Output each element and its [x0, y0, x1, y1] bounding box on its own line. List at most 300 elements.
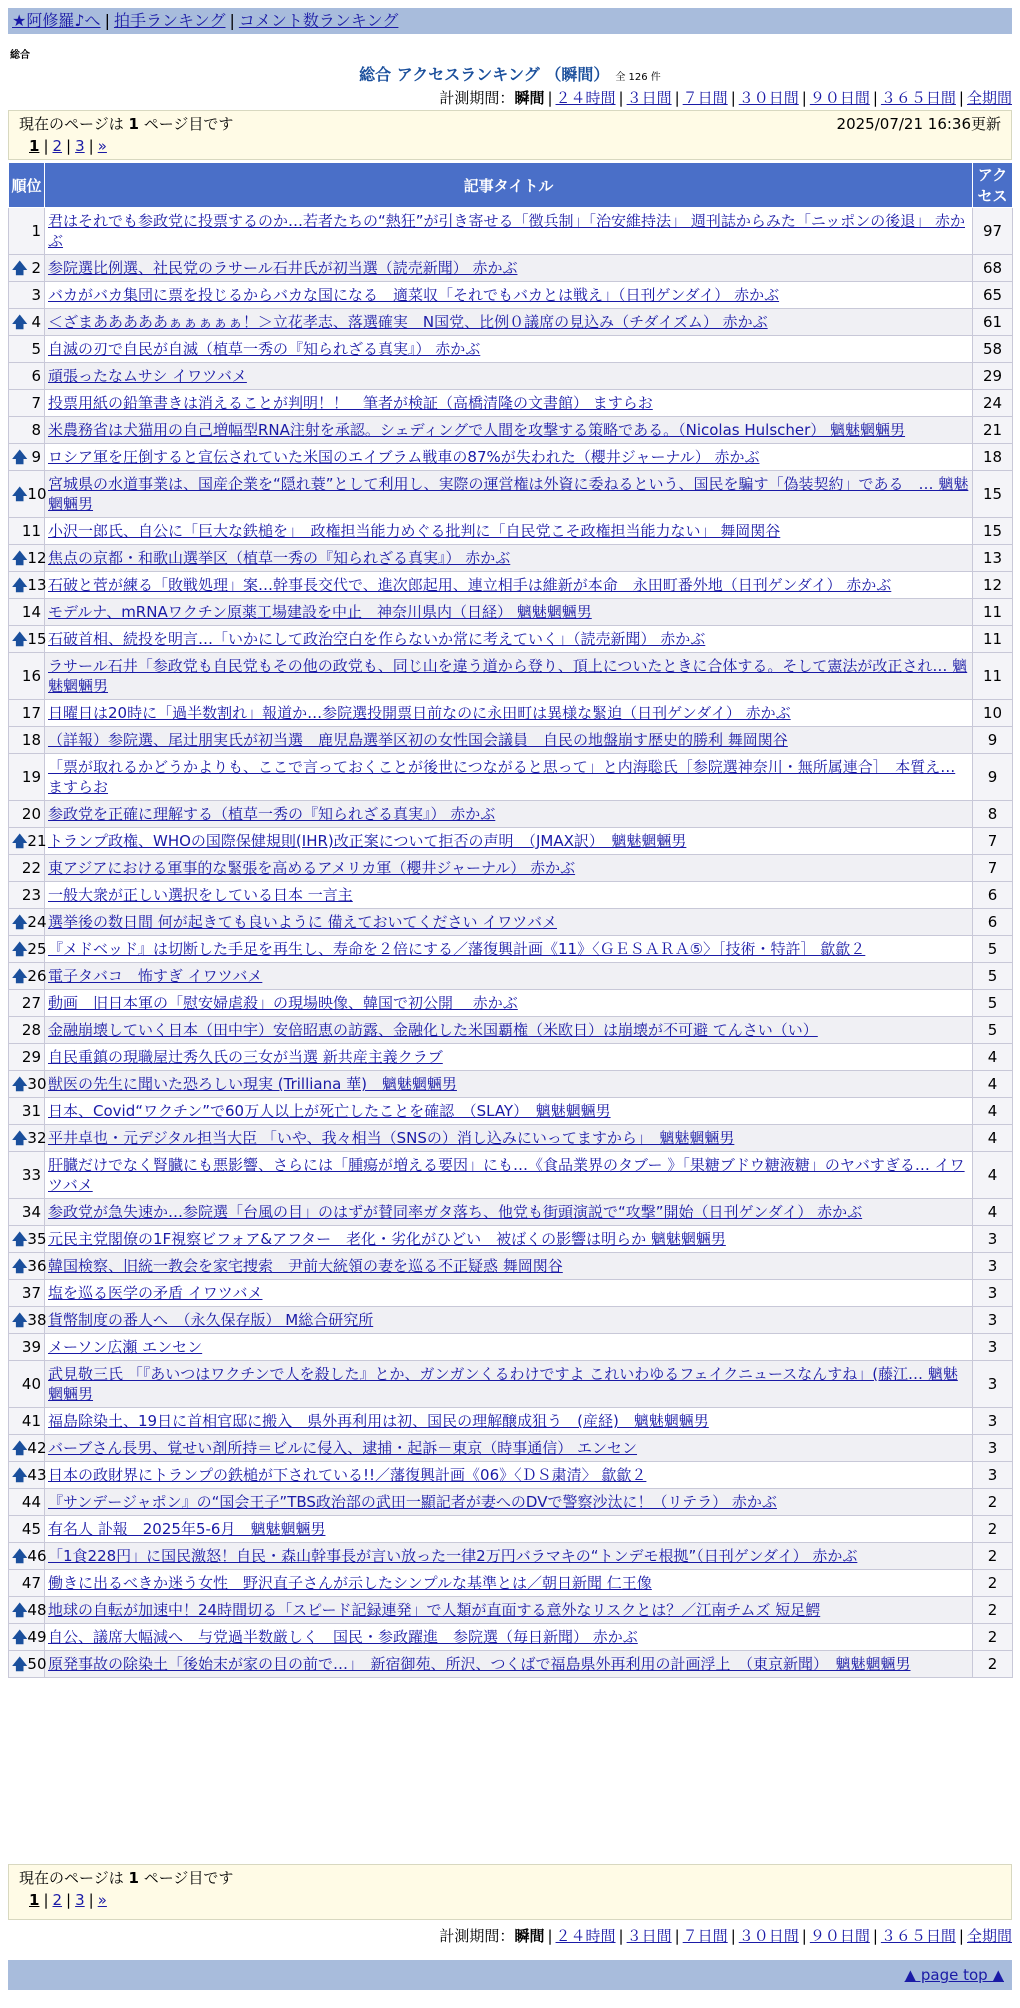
article-title-link[interactable]: 自滅の刃で自民が自滅（植草一秀の『知られざる真実』） 赤かぶ [48, 340, 481, 358]
rank-cell [9, 801, 45, 828]
table-row [9, 545, 1013, 572]
rank-cell [9, 363, 45, 390]
article-title-link[interactable]: 日曜日は20時に「過半数割れ」報道か…参院選投開票日前なのに永田町は異様な緊迫（日刊ゲンダイ） 赤かぶ [48, 704, 791, 722]
access-count: 2 [973, 1597, 1013, 1624]
title-cell [45, 855, 973, 882]
title-cell [45, 1570, 973, 1597]
comment-ranking-link[interactable]: コメント数ランキング [238, 11, 399, 30]
separator: | [730, 1927, 736, 1945]
rank-number: 32 [27, 1129, 47, 1147]
table-row [9, 1624, 1013, 1651]
rank-cell [9, 936, 45, 963]
rank-cell [9, 518, 45, 545]
rank-cell [9, 653, 45, 700]
rank-number: 10 [27, 485, 47, 503]
table-row [9, 1307, 1013, 1334]
access-count: 4 [973, 1044, 1013, 1071]
table-row [9, 626, 1013, 653]
rank-cell [9, 1597, 45, 1624]
rank-number: 17 [21, 704, 41, 722]
page-status [19, 113, 233, 135]
page-status [19, 1867, 233, 1889]
rank-cell [9, 1152, 45, 1199]
rank-number: 33 [21, 1166, 41, 1184]
period-option-link[interactable]: ９０日間 [809, 1927, 870, 1945]
rank-number: 16 [21, 667, 41, 685]
table-row [9, 471, 1013, 518]
table-row [9, 255, 1013, 282]
separator: | [801, 89, 807, 107]
separator: | [872, 1927, 878, 1945]
ranking-table [8, 162, 1013, 1678]
access-count: 15 [973, 471, 1013, 518]
rank-cell [9, 1408, 45, 1435]
clap-ranking-link[interactable]: 拍手ランキング [113, 11, 226, 30]
article-title-link[interactable]: 自公、議席大幅減へ 与党過半数厳しく 国民・参政躍進 参院選（毎日新聞） 赤かぶ [48, 1628, 638, 1646]
page-status-suffix: ページ目です [138, 1869, 234, 1887]
title-cell [45, 572, 973, 599]
rank-cell [9, 545, 45, 572]
article-title-link[interactable]: 投票用紙の鉛筆書きは消えることが判明！！ 筆者が検証（高橋清隆の文書館） ますらお [48, 394, 653, 412]
table-row [9, 208, 1013, 255]
rank-number: 7 [31, 394, 41, 412]
article-title-link[interactable]: モデルナ、mRNAワクチン原薬工場建設を中止 神奈川県内（日経） 魑魅魍魎男 [48, 603, 592, 621]
table-row [9, 1199, 1013, 1226]
period-option-link[interactable]: ２４時間 [555, 89, 616, 107]
rank-up-arrow-icon: 🡅 [12, 940, 28, 958]
rank-number: 48 [27, 1601, 47, 1619]
table-row [9, 1253, 1013, 1280]
title-cell [45, 1098, 973, 1125]
article-title-link[interactable]: （詳報）参院選、尾辻朋実氏が初当選 鹿児島選挙区初の女性国会議員 自民の地盤崩す歴史的勝利 舞岡関谷 [48, 731, 788, 749]
pager-bottom [8, 1864, 1012, 1920]
period-option-link[interactable]: ９０日間 [809, 89, 870, 107]
separator: | [730, 89, 736, 107]
table-row [9, 653, 1013, 700]
rank-up-arrow-icon: 🡅 [12, 1075, 28, 1093]
rank-cell [9, 471, 45, 518]
title-cell [45, 363, 973, 390]
rank-cell [9, 599, 45, 626]
access-count: 61 [973, 309, 1013, 336]
rank-number: 50 [27, 1655, 47, 1673]
separator: | [66, 1891, 72, 1909]
access-count: 2 [973, 1651, 1013, 1678]
table-row [9, 882, 1013, 909]
table-row [9, 572, 1013, 599]
page-title-text: 総合 アクセスランキング （瞬間） [359, 65, 610, 84]
period-option-link[interactable]: ７日間 [682, 89, 728, 107]
article-title-link[interactable]: 平井卓也・元デジタル担当大臣 「いや、我々相当（SNSの）消し込みにいってますから」 魑魅魍魎男 [48, 1129, 735, 1147]
separator: | [618, 1927, 624, 1945]
title-cell [45, 1152, 973, 1199]
period-option-link[interactable]: ３日間 [626, 1927, 672, 1945]
article-title-link[interactable]: 元民主党閣僚の1F視察ビフォア&アフター 老化・劣化がひどい 被ばくの影響は明らか 魑魅魍魎男 [48, 1230, 726, 1248]
rank-cell [9, 1017, 45, 1044]
rank-cell [9, 572, 45, 599]
access-count: 3 [973, 1361, 1013, 1408]
table-row [9, 1044, 1013, 1071]
access-count: 4 [973, 1098, 1013, 1125]
rank-up-arrow-icon: 🡅 [12, 630, 28, 648]
table-row [9, 1543, 1013, 1570]
rank-up-arrow-icon: 🡅 [12, 1547, 28, 1565]
article-title-link[interactable]: 福島除染土、19日に首相官邸に搬入 県外再利用は初、国民の理解醸成狙う (産経) 魑魅魍魎男 [48, 1412, 709, 1430]
rank-number: 20 [21, 805, 41, 823]
rank-number: 22 [21, 859, 41, 877]
title-cell [45, 1361, 973, 1408]
table-row [9, 417, 1013, 444]
access-count: 5 [973, 963, 1013, 990]
title-cell [45, 1516, 973, 1543]
page-title [8, 62, 1012, 85]
separator: | [674, 1927, 680, 1945]
scope-label: 総合 [10, 50, 30, 61]
title-cell [45, 1125, 973, 1152]
article-title-link[interactable]: 米農務省は犬猫用の自己増幅型RNA注射を承認。シェディングで人間を攻撃する策略である。（Nicolas Hulscher） 魑魅魍魎男 [48, 421, 906, 439]
rank-cell [9, 1044, 45, 1071]
access-count: 7 [973, 828, 1013, 855]
rank-up-arrow-icon: 🡅 [12, 832, 28, 850]
article-title-link[interactable]: 石破首相、続投を明言…「いかにして政治空白を作らないか常に考えていく」（読売新聞） 赤かぶ [48, 630, 706, 648]
rank-up-arrow-icon: 🡅 [12, 1129, 28, 1147]
period-option-link[interactable]: ３０日間 [738, 89, 799, 107]
title-cell [45, 336, 973, 363]
article-title-link[interactable]: ＜ざまあああああぁぁぁぁぁ！＞立花孝志、落選確実 N国党、比例０議席の見込み（チダイズム） 赤かぶ [48, 313, 768, 331]
article-title-link[interactable]: 地球の自転が加速中！24時間切る「スピード記録連発」で人類が直面する意外なリスクとは？／江南チムズ 短足鰐 [48, 1601, 821, 1619]
pager-top [8, 110, 1012, 160]
access-count: 3 [973, 1408, 1013, 1435]
pager-status-row [19, 113, 1001, 135]
access-count: 29 [973, 363, 1013, 390]
page-link[interactable]: 3 [75, 137, 85, 155]
title-cell [45, 754, 973, 801]
period-option-link[interactable]: ３日間 [626, 89, 672, 107]
access-count: 65 [973, 282, 1013, 309]
title-cell [45, 727, 973, 754]
home-link[interactable]: ★阿修羅♪へ [12, 11, 101, 30]
title-cell [45, 909, 973, 936]
title-cell [45, 653, 973, 700]
article-title-link[interactable]: 塩を巡る医学の矛盾 イワツバメ [48, 1284, 263, 1302]
rank-cell [9, 336, 45, 363]
title-cell [45, 882, 973, 909]
article-title-link[interactable]: 武見敬三氏 「『あいつはワクチンで人を殺した』とか、ガンガンくるわけですよ これいわゆるフェイクニュースなんすね」(藤江… 魑魅魍魎男 [48, 1365, 958, 1403]
rank-number: 27 [21, 994, 41, 1012]
article-title-link[interactable]: 日本の政財界にトランプの鉄槌が下されている!!／藩復興計画《06》〈ＤＳ粛清〉 歙歙２ [48, 1466, 647, 1484]
article-title-link[interactable]: 選挙後の数日間 何が起きても良いように 備えておいてください イワツバメ [48, 913, 558, 931]
separator: | [88, 137, 94, 155]
period-option-link[interactable]: 全期間 [966, 89, 1012, 107]
page-status-number: 1 [128, 1869, 139, 1887]
access-count: 3 [973, 1226, 1013, 1253]
table-row [9, 754, 1013, 801]
access-count: 5 [973, 1017, 1013, 1044]
title-cell [45, 1307, 973, 1334]
rank-cell [9, 963, 45, 990]
table-row [9, 1651, 1013, 1678]
title-cell [45, 801, 973, 828]
table-row [9, 1334, 1013, 1361]
period-selector-bottom [8, 1924, 1012, 1948]
title-cell [45, 1017, 973, 1044]
article-title-link[interactable]: 焦点の京都・和歌山選挙区（植草一秀の『知られざる真実』） 赤かぶ [48, 549, 511, 567]
article-title-link[interactable]: 参政党が急失速か…参院選「台風の目」のはずが賛同率ガタ落ち、他党も街頭演説で“攻撃”開始（日刊ゲンダイ） 赤かぶ [48, 1203, 863, 1221]
title-cell [45, 1071, 973, 1098]
rank-number: 12 [27, 549, 47, 567]
article-title-link[interactable]: 韓国検察、旧統一教会を家宅捜索 尹前大統領の妻を巡る不正疑惑 舞岡関谷 [48, 1257, 563, 1275]
rank-up-arrow-icon: 🡅 [12, 259, 28, 277]
rank-number: 37 [21, 1284, 41, 1302]
rank-up-arrow-icon: 🡅 [12, 313, 28, 331]
rank-number: 2 [31, 259, 41, 277]
access-count: 18 [973, 444, 1013, 471]
article-title-link[interactable]: 電子タバコ 怖すぎ イワツバメ [48, 967, 263, 985]
title-cell [45, 1408, 973, 1435]
rank-number: 5 [31, 340, 41, 358]
title-cell [45, 990, 973, 1017]
access-count: 4 [973, 1071, 1013, 1098]
rank-cell [9, 1435, 45, 1462]
separator: | [547, 89, 553, 107]
separator: | [547, 1927, 553, 1945]
rank-number: 25 [27, 940, 47, 958]
title-cell [45, 599, 973, 626]
article-title-link[interactable]: 石破と菅が練る「敗戦処理」案…幹事長交代で、進次郎起用、連立相手は維新が本命 永田町番外地（日刊ゲンダイ） 赤かぶ [48, 576, 892, 594]
article-title-link[interactable]: ロシア軍を圧倒すると宣伝されていた米国のエイブラム戦車の87%が失われた（櫻井ジャーナル） 赤かぶ [48, 448, 760, 466]
rank-number: 29 [21, 1048, 41, 1066]
rank-number: 39 [21, 1338, 41, 1356]
page-current: 1 [29, 1891, 40, 1909]
period-option-link[interactable]: 全期間 [966, 1927, 1012, 1945]
rank-number: 30 [27, 1075, 47, 1093]
article-title-link[interactable]: 参政党を正確に理解する（植草一秀の『知られざる真実』） 赤かぶ [48, 805, 496, 823]
table-row [9, 1071, 1013, 1098]
rank-cell [9, 417, 45, 444]
access-count: 5 [973, 990, 1013, 1017]
page-top-link[interactable]: ▲ page top ▲ [904, 1966, 1004, 1984]
rank-cell [9, 1651, 45, 1678]
article-title-link[interactable]: 小沢一郎氏、自公に「巨大な鉄槌を」 政権担当能力めぐる批判に「自民党こそ政権担当能力ない」 舞岡関谷 [48, 522, 781, 540]
table-row [9, 1125, 1013, 1152]
title-cell [45, 1597, 973, 1624]
article-title-link[interactable]: 『メドベッド』は切断した手足を再生し、寿命を２倍にする／藩復興計画《11》〈ＧＥＳＡＲＡ⑤〉［技術・特許］ 歙歙２ [48, 940, 866, 958]
article-title-link[interactable]: 頑張ったなムサシ イワツバメ [48, 367, 247, 385]
table-row [9, 1570, 1013, 1597]
title-cell [45, 1280, 973, 1307]
pager-status-row [19, 1867, 1001, 1889]
article-title-link[interactable]: トランプ政権、WHOの国際保健規則(IHR)改正案について拒否の声明 （JMAX訳） 魑魅魍魎男 [48, 832, 687, 850]
rank-cell [9, 255, 45, 282]
access-count: 9 [973, 727, 1013, 754]
separator: | [66, 137, 72, 155]
article-title-link[interactable]: 貨幣制度の番人へ （永久保存版） M総合研究所 [48, 1311, 374, 1329]
period-option-link[interactable]: ３６５日間 [880, 1927, 956, 1945]
title-cell [45, 1543, 973, 1570]
rank-number: 23 [21, 886, 41, 904]
title-cell [45, 208, 973, 255]
access-count: 3 [973, 1253, 1013, 1280]
rank-cell [9, 208, 45, 255]
access-count: 12 [973, 572, 1013, 599]
table-row [9, 727, 1013, 754]
article-title-link[interactable]: 動画 旧日本軍の「慰安婦虐殺」の現場映像、韓国で初公開 赤かぶ [48, 994, 518, 1012]
rank-number: 41 [21, 1412, 41, 1430]
title-cell [45, 444, 973, 471]
title-cell [45, 1253, 973, 1280]
period-option-link[interactable]: ２４時間 [555, 1927, 616, 1945]
table-row [9, 801, 1013, 828]
rank-number: 4 [31, 313, 41, 331]
rank-cell [9, 882, 45, 909]
separator: | [229, 11, 235, 30]
article-title-link[interactable]: 肝臓だけでなく腎臓にも悪影響、さらには「腫瘍が増える要因」にも…《食品業界のタブー 》「果糖ブドウ糖液糖」のヤバすぎる… イワツバメ [48, 1156, 965, 1194]
rank-cell [9, 390, 45, 417]
next-page-link[interactable]: » [97, 137, 107, 155]
rank-number: 44 [21, 1493, 41, 1511]
rank-up-arrow-icon: 🡅 [12, 549, 28, 567]
access-count: 11 [973, 653, 1013, 700]
rank-cell [9, 1334, 45, 1361]
separator: | [88, 1891, 94, 1909]
separator: | [674, 89, 680, 107]
title-cell [45, 936, 973, 963]
access-count: 15 [973, 518, 1013, 545]
article-title-link[interactable]: 獣医の先生に聞いた恐ろしい現実 (Trilliana 華) 魑魅魍魎男 [48, 1075, 457, 1093]
period-current: 瞬間 [514, 1927, 545, 1945]
article-title-link[interactable]: メーソン広瀬 エンセン [48, 1338, 203, 1356]
access-count: 24 [973, 390, 1013, 417]
article-title-link[interactable]: 働きに出るべきか迷う女性 野沢直子さんが示したシンプルな基準とは／朝日新聞 仁王像 [48, 1574, 652, 1592]
title-cell [45, 255, 973, 282]
rank-up-arrow-icon: 🡅 [12, 576, 28, 594]
rank-cell [9, 909, 45, 936]
rank-cell [9, 1361, 45, 1408]
rank-cell [9, 1199, 45, 1226]
access-count: 3 [973, 1334, 1013, 1361]
rank-cell [9, 1543, 45, 1570]
article-title-link[interactable]: 『サンデージャポン』の“国会王子”TBS政治部の武田一顯記者が妻へのDVで警察沙汰に！（リテラ） 赤かぶ [48, 1493, 777, 1511]
title-cell [45, 390, 973, 417]
title-cell [45, 417, 973, 444]
rank-cell [9, 700, 45, 727]
rank-cell [9, 1280, 45, 1307]
access-count: 5 [973, 936, 1013, 963]
table-row [9, 518, 1013, 545]
table-row [9, 363, 1013, 390]
separator: | [958, 89, 964, 107]
article-title-link[interactable]: 宮城県の水道事業は、国産企業を“隠れ蓑”として利用し、実際の運営権は外資に委ねるという、国民を騙す「偽装契約」である … 魑魅魍魎男 [48, 475, 969, 513]
article-title-link[interactable]: バカがバカ集団に票を投じるからバカな国になる 適菜収「それでもバカとは戦え」（日刊ゲンダイ） 赤かぶ [48, 286, 780, 304]
next-page-link[interactable]: » [97, 1891, 107, 1909]
rank-up-arrow-icon: 🡅 [12, 1230, 28, 1248]
title-cell [45, 1199, 973, 1226]
title-cell [45, 1226, 973, 1253]
title-cell [45, 309, 973, 336]
access-count: 97 [973, 208, 1013, 255]
access-count: 2 [973, 1543, 1013, 1570]
title-cell [45, 518, 973, 545]
article-title-link[interactable]: 君はそれでも参政党に投票するのか…若者たちの“熱狂”が引き寄せる「徴兵制」「治安維持法」 週刊誌からみた「ニッポンの後退」 赤かぶ [48, 212, 965, 250]
rank-up-arrow-icon: 🡅 [12, 1466, 28, 1484]
period-option-link[interactable]: ７日間 [682, 1927, 728, 1945]
rank-up-arrow-icon: 🡅 [12, 967, 28, 985]
article-title-link[interactable]: 金融崩壊していく日本（田中宇）安倍昭恵の訪露、金融化した米国覇権（米欧日）は崩壊が不可避 てんさい（い） [48, 1021, 818, 1039]
title-cell [45, 545, 973, 572]
rank-up-arrow-icon: 🡅 [12, 1601, 28, 1619]
table-row [9, 444, 1013, 471]
access-count: 8 [973, 801, 1013, 828]
page-status-number: 1 [128, 115, 139, 133]
table-row [9, 1280, 1013, 1307]
title-cell [45, 1435, 973, 1462]
rank-cell [9, 1071, 45, 1098]
page-links [19, 135, 1001, 157]
rank-cell [9, 1253, 45, 1280]
article-title-link[interactable]: 日本、Covid“ワクチン”で60万人以上が死亡したことを確認 （SLAY） 魑魅魍魎男 [48, 1102, 611, 1120]
separator: | [43, 137, 49, 155]
rank-number: 38 [27, 1311, 47, 1329]
rank-cell [9, 727, 45, 754]
title-cell [45, 471, 973, 518]
access-count: 7 [973, 855, 1013, 882]
table-row [9, 1462, 1013, 1489]
article-title-link[interactable]: バーブさん長男、覚せい剤所持＝ビルに侵入、逮捕・起訴－東京（時事通信） エンセン [48, 1439, 638, 1457]
rank-up-arrow-icon: 🡅 [12, 1439, 28, 1457]
page-link[interactable]: 3 [75, 1891, 85, 1909]
title-cell [45, 700, 973, 727]
article-title-link[interactable]: 参院選比例選、社民党のラサール石井氏が初当選（読売新聞） 赤かぶ [48, 259, 518, 277]
table-row [9, 963, 1013, 990]
rank-cell [9, 444, 45, 471]
access-count: 4 [973, 1152, 1013, 1199]
separator: | [618, 89, 624, 107]
rank-number: 49 [27, 1628, 47, 1646]
article-title-link[interactable]: 有名人 訃報 2025年5-6月 魑魅魍魎男 [48, 1520, 326, 1538]
table-row [9, 599, 1013, 626]
rank-number: 28 [21, 1021, 41, 1039]
access-count: 3 [973, 1435, 1013, 1462]
ranking-rows [9, 208, 1013, 1678]
page-link[interactable]: 2 [52, 1891, 63, 1909]
article-title-link[interactable]: 原発事故の除染土「後始末が家の目の前で…」 新宿御苑、所沢、つくばで福島県外再利用の計画浮上 （東京新聞） 魑魅魍魎男 [48, 1655, 911, 1673]
rank-cell [9, 1570, 45, 1597]
rank-cell [9, 855, 45, 882]
article-title-link[interactable]: 自民重鎮の現職屋辻秀久氏の三女が当選 新共産主義クラブ [48, 1048, 443, 1066]
rank-number: 19 [21, 768, 41, 786]
page-status-suffix: ページ目です [138, 115, 234, 133]
period-option-link[interactable]: ３６５日間 [880, 89, 956, 107]
table-row [9, 990, 1013, 1017]
rank-number: 13 [27, 576, 47, 594]
page-link[interactable]: 2 [52, 137, 63, 155]
access-count: 11 [973, 599, 1013, 626]
article-title-link[interactable]: 「票が取れるかどうかよりも、ここで言っておくことが後世につながると思って」と内海聡氏［参院選神奈川・無所属連合］ 本質え… ますらお [48, 758, 956, 796]
access-count: 3 [973, 1462, 1013, 1489]
table-row [9, 1489, 1013, 1516]
rank-cell [9, 754, 45, 801]
rank-cell [9, 282, 45, 309]
access-count: 13 [973, 545, 1013, 572]
article-title-link[interactable]: 一般大衆が正しい選択をしている日本 一言主 [48, 886, 353, 904]
period-option-link[interactable]: ３０日間 [738, 1927, 799, 1945]
article-title-link[interactable]: 東アジアにおける軍事的な緊張を高めるアメリカ軍（櫻井ジャーナル） 赤かぶ [48, 859, 576, 877]
access-count: 2 [973, 1489, 1013, 1516]
article-title-link[interactable]: ラサール石井「参政党も自民党もその他の政党も、同じ山を違う道から登り、頂上についたときに合体する。そして憲法が改正され… 魑魅魍魎男 [48, 657, 968, 695]
access-count: 2 [973, 1624, 1013, 1651]
access-count: 3 [973, 1280, 1013, 1307]
article-title-link[interactable]: 「1食228円」に国民激怒！自民・森山幹事長が言い放った一律2万円バラマキの“トンデモ根拠”（日刊ゲンダイ） 赤かぶ [48, 1547, 858, 1565]
